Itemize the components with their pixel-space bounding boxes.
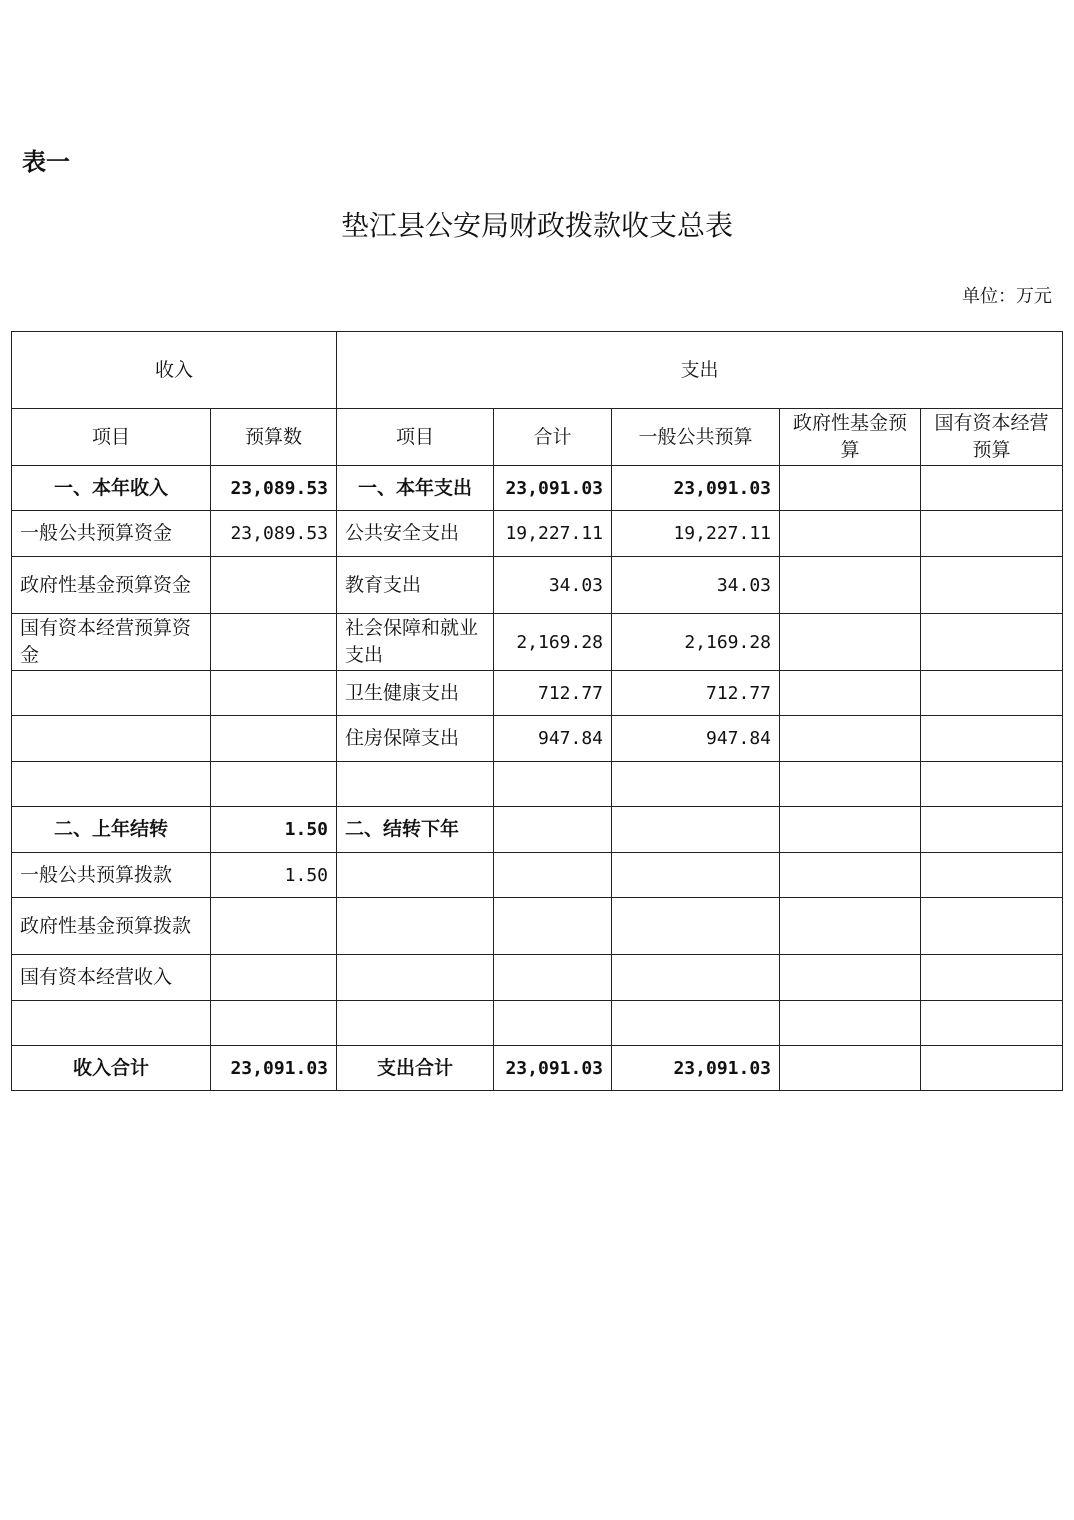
general-budget-cell: 947.84: [612, 716, 780, 762]
general-budget-cell: 712.77: [612, 671, 780, 716]
income-item-cell: 政府性基金预算拨款: [12, 898, 211, 955]
header-row-columns: [12, 409, 1063, 466]
fund-budget-cell: [780, 511, 921, 557]
state-capital-cell: [921, 807, 1063, 853]
table-row: [12, 671, 1063, 716]
state-capital-cell: [921, 762, 1063, 807]
income-amount-cell: [211, 671, 337, 716]
expense-total-cell: 2,169.28: [494, 614, 612, 671]
expense-total-cell: [494, 853, 612, 898]
fund-budget-cell: [780, 762, 921, 807]
state-capital-cell: [921, 716, 1063, 762]
page-title: 垫江县公安局财政拨款收支总表: [340, 209, 733, 242]
income-item-cell: 政府性基金预算资金: [12, 557, 211, 614]
header-state-capital-budget: 国有资本经营预算: [921, 409, 1063, 466]
general-budget-cell: [612, 853, 780, 898]
expense-item-cell: 一、本年支出: [337, 466, 494, 511]
expense-total-cell: [494, 1001, 612, 1046]
header-total: 合计: [494, 409, 612, 466]
income-amount-cell: [211, 898, 337, 955]
income-item-cell: 一般公共预算拨款: [12, 853, 211, 898]
state-capital-cell: [921, 898, 1063, 955]
income-amount-cell: [211, 716, 337, 762]
income-item-cell: 二、上年结转: [12, 807, 211, 853]
fund-budget-cell: [780, 1001, 921, 1046]
state-capital-cell: [921, 511, 1063, 557]
fund-budget-cell: [780, 466, 921, 511]
expense-total-cell: [494, 762, 612, 807]
table-row: [12, 557, 1063, 614]
table-row: [12, 1001, 1063, 1046]
header-row-groups: [12, 332, 1063, 409]
header-income: 收入: [12, 332, 337, 409]
header-budget: 预算数: [211, 409, 337, 466]
income-item-cell: [12, 671, 211, 716]
general-budget-cell: [612, 1001, 780, 1046]
fund-budget-cell: [780, 557, 921, 614]
state-capital-cell: [921, 557, 1063, 614]
table-row: [12, 898, 1063, 955]
expense-item-cell: 支出合计: [337, 1046, 494, 1091]
expense-item-cell: 教育支出: [337, 557, 494, 614]
unit-label: 单位：万元: [962, 286, 1052, 307]
expense-item-cell: 二、结转下年: [337, 807, 494, 853]
expense-total-cell: 34.03: [494, 557, 612, 614]
table-body: [12, 466, 1063, 1091]
income-item-cell: [12, 1001, 211, 1046]
table-row: [12, 762, 1063, 807]
expense-total-cell: 23,091.03: [494, 1046, 612, 1091]
table-row: [12, 807, 1063, 853]
state-capital-cell: [921, 1001, 1063, 1046]
expense-total-cell: 23,091.03: [494, 466, 612, 511]
income-amount-cell: [211, 1001, 337, 1046]
general-budget-cell: [612, 762, 780, 807]
general-budget-cell: 2,169.28: [612, 614, 780, 671]
state-capital-cell: [921, 466, 1063, 511]
income-amount-cell: 23,089.53: [211, 511, 337, 557]
expense-item-cell: 卫生健康支出: [337, 671, 494, 716]
fiscal-summary-table: [11, 331, 1063, 1091]
table-row: [12, 716, 1063, 762]
header-item-expense: 项目: [337, 409, 494, 466]
state-capital-cell: [921, 671, 1063, 716]
income-item-cell: 国有资本经营收入: [12, 955, 211, 1001]
income-amount-cell: 23,089.53: [211, 466, 337, 511]
header-expense: 支出: [337, 332, 1063, 409]
income-amount-cell: [211, 762, 337, 807]
header-fund-budget: 政府性基金预算: [780, 409, 921, 466]
expense-item-cell: 社会保障和就业支出: [337, 614, 494, 671]
fund-budget-cell: [780, 1046, 921, 1091]
table-row: [12, 1046, 1063, 1091]
fund-budget-cell: [780, 614, 921, 671]
income-item-cell: [12, 762, 211, 807]
expense-item-cell: [337, 853, 494, 898]
expense-item-cell: [337, 955, 494, 1001]
income-amount-cell: [211, 614, 337, 671]
state-capital-cell: [921, 614, 1063, 671]
income-amount-cell: [211, 557, 337, 614]
table-row: [12, 614, 1063, 671]
expense-item-cell: [337, 1001, 494, 1046]
table-row: [12, 511, 1063, 557]
expense-total-cell: 712.77: [494, 671, 612, 716]
table-row: [12, 853, 1063, 898]
general-budget-cell: 23,091.03: [612, 1046, 780, 1091]
table-row: [12, 955, 1063, 1001]
state-capital-cell: [921, 955, 1063, 1001]
table-row: [12, 466, 1063, 511]
expense-total-cell: 947.84: [494, 716, 612, 762]
income-item-cell: 收入合计: [12, 1046, 211, 1091]
general-budget-cell: 19,227.11: [612, 511, 780, 557]
expense-total-cell: [494, 898, 612, 955]
expense-item-cell: [337, 762, 494, 807]
header-item-income: 项目: [12, 409, 211, 466]
general-budget-cell: 34.03: [612, 557, 780, 614]
income-amount-cell: 23,091.03: [211, 1046, 337, 1091]
fund-budget-cell: [780, 898, 921, 955]
income-item-cell: 国有资本经营预算资金: [12, 614, 211, 671]
expense-item-cell: 住房保障支出: [337, 716, 494, 762]
fund-budget-cell: [780, 716, 921, 762]
general-budget-cell: [612, 898, 780, 955]
fund-budget-cell: [780, 853, 921, 898]
fund-budget-cell: [780, 671, 921, 716]
expense-total-cell: 19,227.11: [494, 511, 612, 557]
income-amount-cell: 1.50: [211, 853, 337, 898]
header-general-budget: 一般公共预算: [612, 409, 780, 466]
income-amount-cell: [211, 955, 337, 1001]
general-budget-cell: 23,091.03: [612, 466, 780, 511]
expense-item-cell: [337, 898, 494, 955]
fund-budget-cell: [780, 807, 921, 853]
state-capital-cell: [921, 853, 1063, 898]
fund-budget-cell: [780, 955, 921, 1001]
general-budget-cell: [612, 955, 780, 1001]
expense-item-cell: 公共安全支出: [337, 511, 494, 557]
table-label: 表一: [22, 147, 70, 176]
income-amount-cell: 1.50: [211, 807, 337, 853]
general-budget-cell: [612, 807, 780, 853]
income-item-cell: 一般公共预算资金: [12, 511, 211, 557]
expense-total-cell: [494, 955, 612, 1001]
income-item-cell: 一、本年收入: [12, 466, 211, 511]
state-capital-cell: [921, 1046, 1063, 1091]
income-item-cell: [12, 716, 211, 762]
expense-total-cell: [494, 807, 612, 853]
